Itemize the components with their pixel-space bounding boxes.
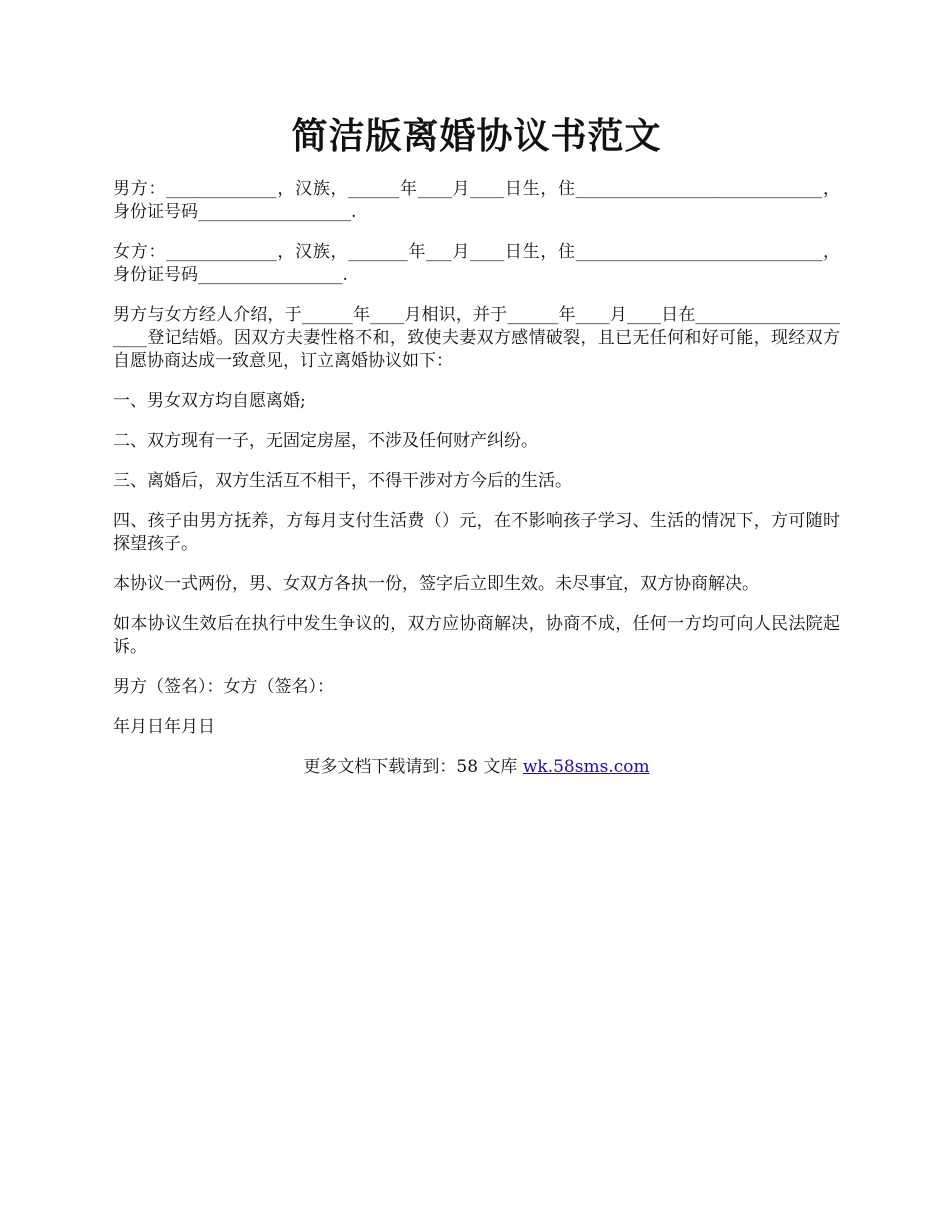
date-line: 年月日年月日 [113,717,215,737]
signature-line: 男方（签名）：女方（签名）： [113,677,334,697]
document-body [113,178,840,779]
clause-1: 一、男女双方均自愿离婚; [113,391,306,411]
clause-3: 三、离婚后，双方生活互不相干，不得干涉对方今后的生活。 [113,471,572,491]
download-footer [113,756,840,779]
copies-clause: 本协议一式两份，男、女双方各执一份，签字后立即生效。未尽事宜，双方协商解决。 [113,574,759,594]
male-party-info: 男方：_____________，汉族，______年____月____日生，住_____________________________，身份证号码__________________. [113,179,840,222]
dispute-clause: 如本协议生效后在执行中发生争议的，双方应协商解决，协商不成，任何一方均可向人民法院起诉。 [113,614,840,657]
clause-4: 四、孩子由男方抚养，方每月支付生活费（）元，在不影响孩子学习、生活的情况下，方可随时探望孩子。 [113,511,840,554]
female-party-info: 女方：_____________，汉族，_______年___月____日生，住_____________________________，身份证号码_________________. [113,242,840,285]
footer-link[interactable]: wk.58sms.com [522,757,650,777]
marriage-background: 男方与女方经人介绍，于______年____月相识，并于______年____月____日在_____________________登记结婚。因双方夫妻性格不和，致使夫妻双方感情破裂，且已无任何和好可能，现经双方自愿协商达成一致意见，订立离婚协议如下： [113,305,840,371]
clause-2: 二、双方现有一子，无固定房屋，不涉及任何财产纠纷。 [113,431,538,451]
footer-text: 更多文档下载请到：58 文库 [303,757,523,777]
document-title: 简洁版离婚协议书范文 [291,115,662,157]
